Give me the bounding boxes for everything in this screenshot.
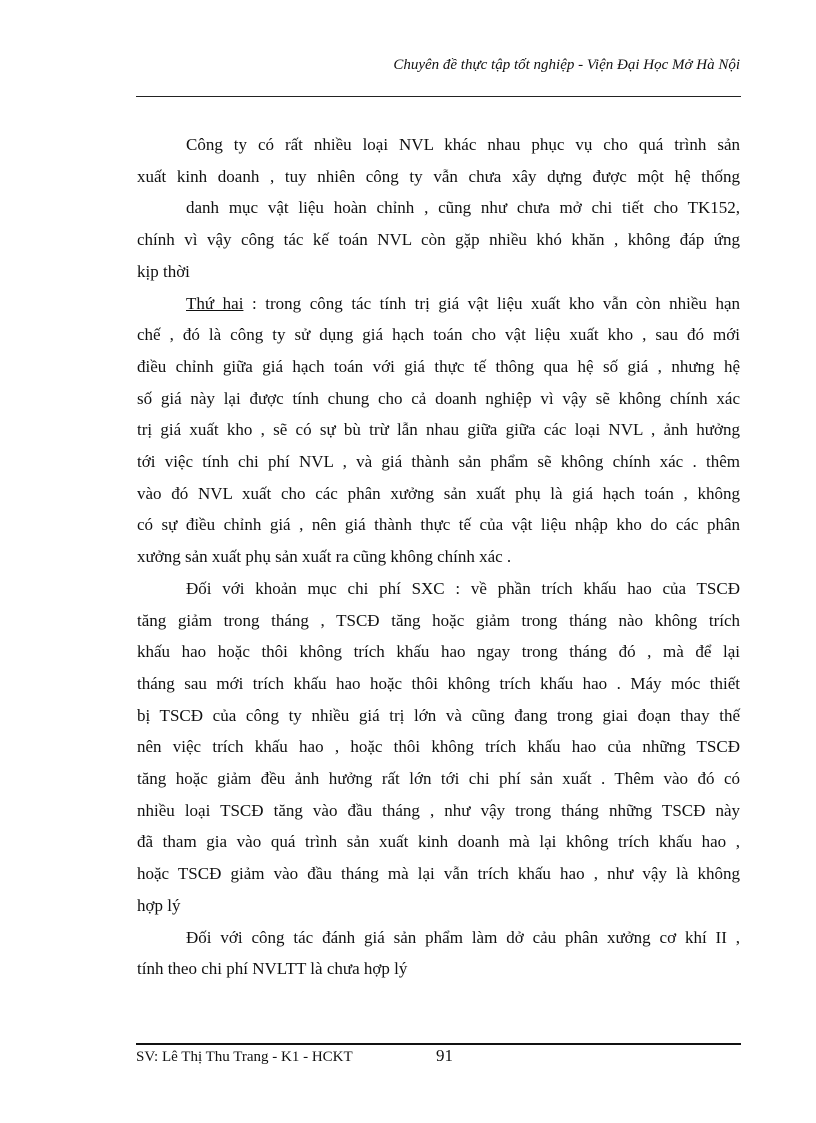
page-number: 91 xyxy=(436,1046,453,1065)
text-line: bị TSCĐ của công ty nhiều giá trị lớn và cũng đang trong giai đoạn thay thế xyxy=(137,705,740,725)
text-line: nhiều loại TSCĐ tăng vào đầu tháng , như vậy trong tháng những TSCĐ này xyxy=(137,800,740,820)
text-line: Đối với khoản mục chi phí SXC : về phần trích khấu hao của TSCĐ xyxy=(186,578,740,598)
text-line: vào đó NVL xuất cho các phân xưởng sản xuất phụ là giá hạch toán , không xyxy=(137,483,740,503)
footer-divider xyxy=(136,1043,741,1045)
paragraph-4 xyxy=(137,922,740,985)
text-line: tính theo chi phí NVLTT là chưa hợp lý xyxy=(137,959,408,979)
text-line: chế , đó là công ty sử dụng giá hạch toán cho vật liệu xuất kho , sau đó mới xyxy=(137,325,740,345)
text-line: hoặc TSCĐ giảm vào đầu tháng mà lại vẫn trích khấu hao , như vậy là không xyxy=(137,864,740,884)
text-line: có sự điều chỉnh giá , nên giá thành thực tế của vật liệu nhập kho do các phân xyxy=(137,515,740,535)
text-line: chính vì vậy công tác kế toán NVL còn gặp nhiều khó khăn , không đáp ứng xyxy=(137,230,740,250)
text-line: danh mục vật liệu hoàn chỉnh , cũng như chưa mở chi tiết cho TK152, xyxy=(186,198,740,218)
header-title: Chuyên đề thực tập tốt nghiệp - Viện Đại Học Mở Hà Nội xyxy=(393,57,740,73)
text-line: điều chỉnh giữa giá hạch toán với giá thực tế thông qua hệ số giá , nhưng hệ xyxy=(137,356,740,376)
text-line: nên việc trích khấu hao , hoặc thôi không trích khấu hao của những TSCĐ xyxy=(137,737,740,757)
text-line: hợp lý xyxy=(137,895,181,915)
text-line: xưởng sản xuất phụ sản xuất ra cũng không chính xác . xyxy=(137,547,512,567)
text-line xyxy=(137,288,740,320)
text-line: kịp thời xyxy=(137,261,190,281)
text-line: khấu hao hoặc thôi không trích khấu hao ngay trong tháng đó , mà để lại xyxy=(137,642,740,662)
text-line: tới việc tính chi phí NVL , và giá thành sản phẩm sẽ không chính xác . thêm xyxy=(137,452,740,472)
underlined-lead: Thứ hai xyxy=(186,293,244,313)
document-body xyxy=(137,129,740,985)
text-line: tăng giảm trong tháng , TSCĐ tăng hoặc giảm trong tháng nào không trích xyxy=(137,610,740,630)
text-line: tháng sau mới trích khấu hao hoặc thôi không trích khấu hao . Máy móc thiết xyxy=(137,673,740,693)
text-line: tăng hoặc giảm đều ảnh hưởng rất lớn tới chi phí sản xuất . Thêm vào đó có xyxy=(137,769,740,789)
text-line: đã tham gia vào quá trình sản xuất kinh doanh mà lại không trích khấu hao , xyxy=(137,832,740,852)
header-divider xyxy=(136,96,741,97)
text-line: số giá này lại được tính chung cho cả doanh nghiệp vì vậy sẽ không chính xác xyxy=(137,388,740,408)
text-line: Công ty có rất nhiều loại NVL khác nhau phục vụ cho quá trình sản xyxy=(186,135,740,154)
paragraph-3 xyxy=(137,573,740,922)
text-line: Đối với công tác đánh giá sản phẩm làm dở cảu phân xưởng cơ khí II , xyxy=(186,927,740,947)
text-line: trị giá xuất kho , sẽ có sự bù trừ lẫn nhau giữa giữa các loại NVL , ảnh hưởng xyxy=(137,420,740,440)
footer-author: SV: Lê Thị Thu Trang - K1 - HCKT xyxy=(136,1049,353,1065)
lead-continuation: : trong công tác tính trị giá vật liệu xuất kho vẫn còn nhiều hạn xyxy=(243,293,740,313)
text-line: xuất kinh doanh , tuy nhiên công ty vẫn chưa xây dựng được một hệ thống xyxy=(137,166,740,186)
paragraph-2 xyxy=(137,288,740,573)
paragraph-1 xyxy=(137,129,740,288)
